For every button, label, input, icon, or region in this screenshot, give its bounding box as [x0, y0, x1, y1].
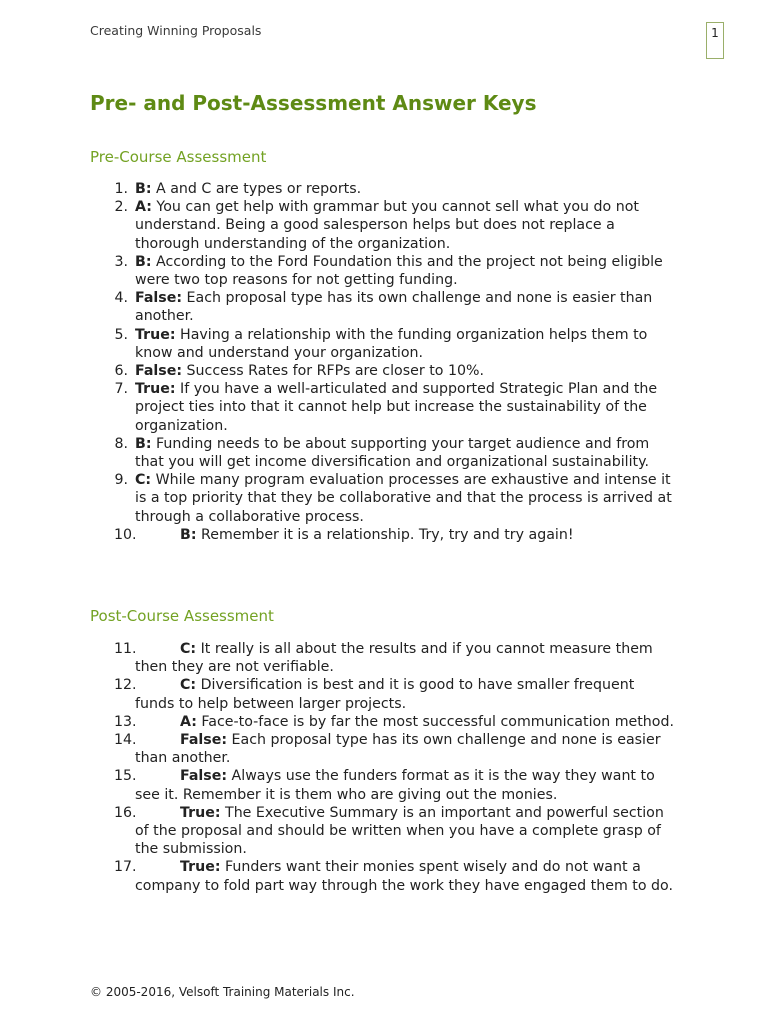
list-item [0, 526, 768, 544]
answer-key: True: [180, 804, 221, 821]
item-number: 2. [114, 199, 128, 216]
item-number: 11. [114, 641, 137, 657]
pre-course-answer-list [0, 180, 768, 544]
list-item [0, 289, 768, 325]
copyright-footer: © 2005-2016, Velsoft Training Materials Inc. [90, 985, 355, 999]
answer-explanation: A and C are types or reports. [151, 181, 362, 197]
list-item [0, 713, 768, 731]
answer-explanation: While many program evaluation processes are exhaustive and intense it is a top priority that they be collaborative and that the process is arrived at through a collaborative process. [135, 472, 672, 525]
answer-key: B: [180, 526, 197, 543]
list-item [0, 362, 768, 380]
answer-explanation: Success Rates for RFPs are closer to 10%. [182, 363, 484, 380]
item-number: 6. [114, 363, 128, 380]
list-item [0, 180, 768, 198]
answer-key: A: [135, 199, 152, 216]
running-header: Creating Winning Proposals [90, 23, 262, 38]
item-number: 7. [114, 381, 128, 398]
item-number: 3. [114, 253, 128, 270]
answer-key: B: [135, 435, 152, 452]
answer-key: C: [180, 641, 197, 657]
item-number: 9. [114, 472, 128, 489]
item-number: 17. [114, 859, 137, 876]
item-number: 16. [114, 804, 137, 821]
answer-key: True: [135, 381, 176, 398]
list-item [0, 804, 768, 859]
answer-explanation: Each proposal type has its own challenge and none is easier than another. [135, 290, 653, 325]
item-number: 15. [114, 768, 137, 785]
list-item [0, 858, 768, 894]
answer-explanation: Face-to-face is by far the most successful communication method. [196, 713, 674, 730]
answer-key: True: [135, 326, 176, 343]
answer-key: B: [135, 181, 152, 197]
answer-explanation: Having a relationship with the funding organization helps them to know and understand your organization. [135, 326, 648, 361]
answer-key: B: [135, 253, 152, 270]
item-number: 1. [114, 181, 128, 197]
answer-explanation: Each proposal type has its own challenge and none is easier than another. [135, 732, 661, 767]
page-title: Pre- and Post-Assessment Answer Keys [90, 91, 537, 115]
answer-explanation: If you have a well-articulated and supported Strategic Plan and the project ties into that it cannot help but increase the sustainability of the organization. [135, 381, 658, 434]
answer-explanation: The Executive Summary is an important and powerful section of the proposal and should be written when you have a complete grasp of the submission. [135, 804, 664, 858]
answer-explanation: According to the Ford Foundation this and the project not being eligible were two top reasons for not getting funding. [135, 253, 663, 289]
list-item [0, 380, 768, 435]
item-number: 14. [114, 732, 137, 749]
answer-key: True: [180, 859, 221, 876]
list-item [0, 198, 768, 253]
answer-key: C: [135, 472, 152, 489]
list-item [0, 435, 768, 471]
answer-key: False: [135, 363, 183, 380]
answer-explanation: Funders want their monies spent wisely and do not want a company to fold part way through the work they have engaged them to do. [135, 859, 673, 894]
list-item [0, 253, 768, 289]
answer-key: C: [180, 677, 197, 694]
list-item [0, 326, 768, 362]
item-number: 8. [114, 435, 128, 452]
item-number: 5. [114, 326, 128, 343]
answer-explanation: Remember it is a relationship. Try, try and try again! [196, 526, 574, 543]
list-item [0, 731, 768, 767]
answer-explanation: Diversification is best and it is good to have smaller frequent funds to help between larger projects. [135, 677, 635, 712]
answer-explanation: Always use the funders format as it is the way they want to see it. Remember it is them who are giving out the monies. [135, 768, 655, 803]
answer-explanation: It really is all about the results and if you cannot measure them then they are not verifiable. [135, 641, 653, 676]
post-course-answer-list [0, 640, 768, 895]
page-number: 1 [706, 22, 724, 59]
list-item [0, 767, 768, 803]
list-item [0, 640, 768, 676]
answer-key: False: [180, 732, 228, 749]
item-number: 10. [114, 526, 137, 543]
list-item [0, 676, 768, 712]
answer-key: A: [180, 713, 197, 730]
post-course-heading: Post-Course Assessment [90, 607, 274, 625]
item-number: 12. [114, 677, 137, 694]
answer-explanation: You can get help with grammar but you cannot sell what you do not understand. Being a good salesperson helps but does not replace a thorough understanding of the organization. [135, 199, 639, 252]
item-number: 13. [114, 713, 137, 730]
item-number: 4. [114, 290, 128, 307]
answer-explanation: Funding needs to be about supporting your target audience and from that you will get income diversification and organizational sustainability. [135, 435, 650, 471]
list-item [0, 471, 768, 526]
answer-key: False: [180, 768, 228, 785]
answer-key: False: [135, 290, 183, 307]
pre-course-heading: Pre-Course Assessment [90, 148, 267, 166]
